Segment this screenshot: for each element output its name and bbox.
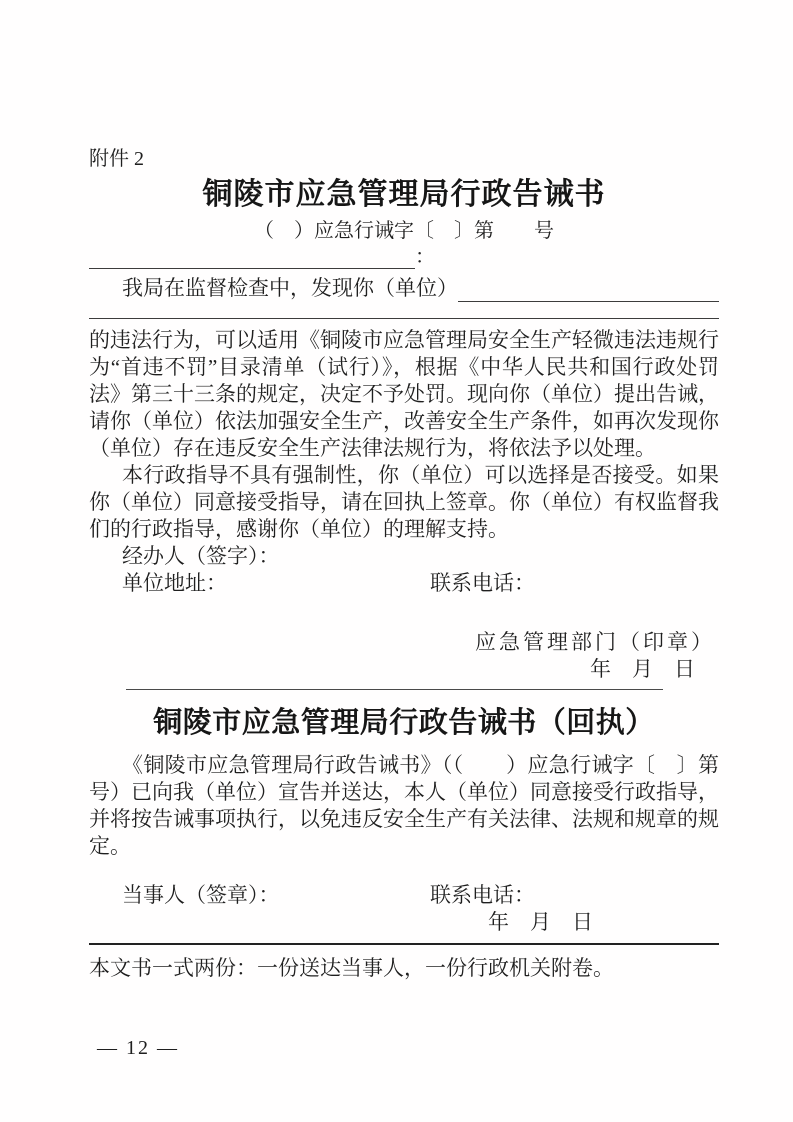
document-content [89, 0, 761, 982]
unit-address-label: 单位地址： [122, 571, 227, 595]
stamp-authority-line: 应急管理部门（印章） [475, 630, 715, 654]
notice-doc-number: （ ）应急行诫字〔 〕第 号 [254, 220, 554, 242]
receipt-title: 铜陵市应急管理局行政告诫书（回执） [153, 707, 655, 739]
party-signature-label: 当事人（签章）： [122, 883, 280, 907]
receipt-date-line: 年 月 日 [488, 910, 593, 934]
notice-body-paragraph-1: 的违法行为，可以适用《铜陵市应急管理局安全生产轻微违法违规行为“首违不罚”目录清单（试行）》，根据《中华人民共和国行政处罚法》第三十三条的规定，决定不予处罚。现向你（单位）提出告诫，请你（单位）依法加强安全生产，改善安全生产条件，如再次发现你（单位）存在违反安全生产法律法规行为，将依法予以处理。 [89, 328, 719, 460]
intro-row [89, 275, 719, 302]
contact-phone-label: 联系电话： [430, 571, 535, 595]
addressee-blank-line [89, 246, 415, 269]
receipt-body-paragraph: 《铜陵市应急管理局行政告诫书》（（ ）应急行诫字〔 〕第 号）已向我（单位）宣告并送达，本人（单位）同意接受行政指导，并将按告诫事项执行，以免违反安全生产有关法律、法规和规章的规定。 [89, 753, 761, 858]
unit-name-blank-line [458, 278, 719, 302]
notice-body-paragraph-2: 本行政指导不具有强制性，你（单位）可以选择是否接受。如果你（单位）同意接受指导，请在回执上签章。你（单位）有权监督我们的行政指导，感谢你（单位）的理解支持。 [89, 463, 719, 541]
address-phone-row [89, 570, 719, 597]
intro-text: 我局在监督检查中，发现你（单位） [122, 276, 458, 300]
footer-rule-line [89, 943, 719, 945]
addressee-row [89, 245, 719, 269]
party-phone-row [89, 882, 719, 909]
notice-title: 铜陵市应急管理局行政告诫书 [202, 178, 606, 211]
violation-blank-line [89, 302, 719, 319]
notice-date-line: 年 月 日 [590, 657, 695, 681]
section-divider-line [126, 689, 663, 690]
attachment-label: 附件 2 [89, 148, 144, 170]
receipt-phone-label: 联系电话： [430, 883, 535, 907]
addressee-colon: ： [415, 246, 435, 268]
copies-note: 本文书一式两份：一份送达当事人，一份行政机关附卷。 [89, 956, 614, 980]
handler-signature-label: 经办人（签字）： [122, 544, 280, 568]
stamp-block [89, 629, 719, 683]
page-number: — 12 — [97, 1037, 179, 1059]
